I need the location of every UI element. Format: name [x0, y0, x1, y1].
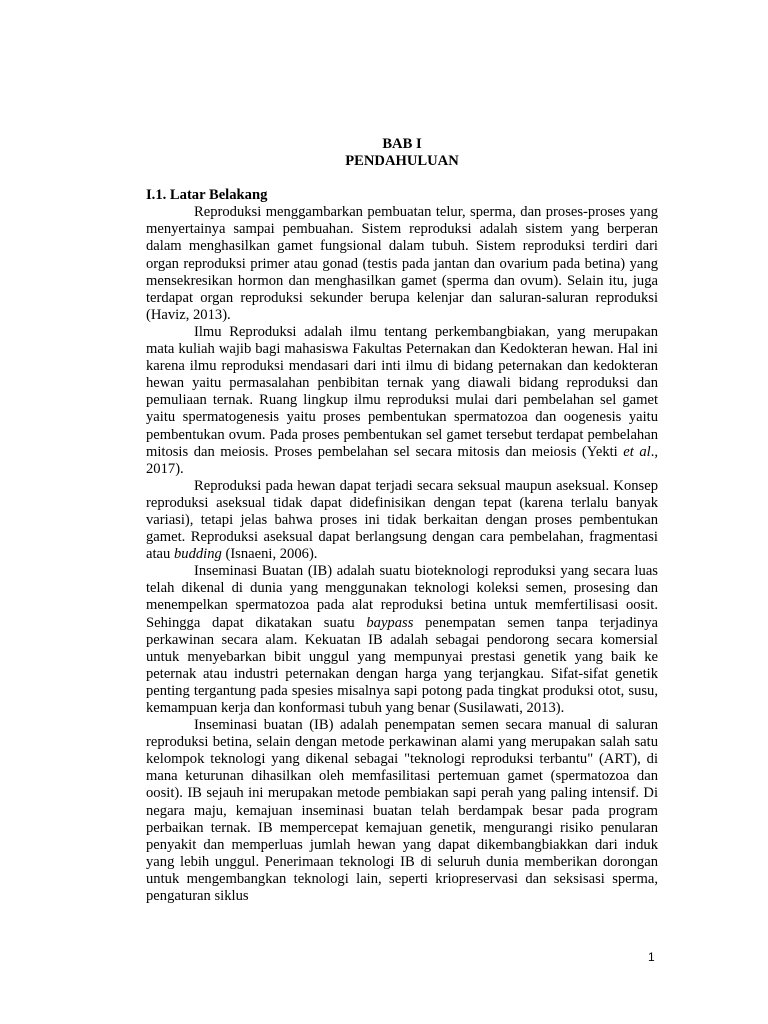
paragraph-text: Inseminasi Buatan (IB) adalah suatu bioteknologi reproduksi yang secara luas telah dikenal di dunia yang menggunakan teknologi koleksi semen, prosesing dan menempelkan spermatozoa pada alat reproduksi betina untuk memfertilisasi oosit. Sehingga dapat dikatakan suatu — [146, 563, 658, 631]
paragraph-text: ., 2017). — [146, 443, 658, 477]
italic-term: baypass — [366, 614, 414, 631]
paragraph — [146, 478, 658, 563]
paragraph-text: Reproduksi menggambarkan pembuatan telur, sperma, dan proses-proses yang menyertainya sampai pembuahan. Sistem reproduksi adalah sistem yang berperan dalam menghasilkan gamet fungsional dalam tubuh. Sistem reproduksi terdiri dari organ reproduksi primer atau gonad (testis pada jantan dan ovarium pada betina) yang mensekresikan hormon dan menghasilkan gamet (sperma dan ovum). Selain itu, juga terdapat organ reproduksi sekunder berupa kelenjar dan saluran-saluran reproduksi (Haviz, 2013). — [146, 204, 658, 323]
page-number: 1 — [648, 950, 655, 964]
paragraph — [146, 324, 658, 478]
paragraph — [146, 717, 658, 905]
chapter-title: PENDAHULUAN — [345, 153, 459, 170]
paragraph — [146, 563, 658, 717]
italic-term: et al — [623, 443, 651, 460]
paragraph-text: Reproduksi pada hewan dapat terjadi secara seksual maupun aseksual. Konsep reproduksi aseksual tidak dapat didefinisikan dengan tepat (karena terlalu banyak variasi), tetapi jelas bahwa proses ini tidak berkaitan dengan proses pembentukan gamet. Reproduksi aseksual dapat berlangsung dengan cara pembelahan, fragmentasi atau — [146, 477, 658, 563]
paragraph-text: (Isnaeni, 2006). — [221, 546, 318, 563]
chapter-label: BAB I — [382, 136, 422, 152]
document-page — [146, 136, 658, 905]
paragraph-text: Ilmu Reproduksi adalah ilmu tentang perkembangbiakan, yang merupakan mata kuliah wajib bagi mahasiswa Fakultas Peternakan dan Kedokteran hewan. Hal ini karena ilmu reproduksi mendasari dari inti ilmu di bidang peternakan dan kedokteran hewan yaitu permasalahan penbibitan ternak yang diawali bidang reproduksi dan pemuliaan ternak. Ruang lingkup ilmu reproduksi mulai dari pembelahan sel gamet yaitu spermatogenesis yaitu proses pembentukan spermatozoa dan oogenesis yaitu pembentukan ovum. Pada proses pembentukan sel gamet tersebut terdapat pembelahan mitosis dan meiosis. Proses pembelahan sel secara mitosis dan meiosis (Yekti — [146, 323, 658, 460]
italic-term: budding — [173, 546, 222, 563]
paragraph-text: Inseminasi buatan (IB) adalah penempatan semen secara manual di saluran reproduksi betina, selain dengan metode perkawinan alami yang merupakan salah satu kelompok teknologi yang dikenal sebagai "teknologi reproduksi terbantu" (ART), di mana keturunan dihasilkan oleh memfasilitasi pertemuan gamet (spermatozoa dan oosit). IB sejauh ini merupakan metode pembiakan sapi perah yang paling intensif. Di negara maju, kemajuan inseminasi buatan telah berdampak besar pada program perbaikan ternak. IB mempercepat kemajuan genetik, mengurangi risiko penularan penyakit dan memperluas jumlah hewan yang dapat dikembangbiakkan dari induk yang lebih unggul. Penerimaan teknologi IB di seluruh dunia memberikan dorongan untuk mengembangkan teknologi lain, seperti kriopreservasi dan seksisasi sperma, pengaturan siklus — [146, 717, 658, 905]
paragraph — [146, 204, 658, 324]
section-title: I.1. Latar Belakang — [146, 187, 268, 204]
paragraph-text: penempatan semen tanpa terjadinya perkawinan secara alam. Kekuatan IB adalah sebagai pendorong secara komersial untuk menyebarkan bibit unggul yang mempunyai prestasi genetik yang baik ke peternak atau industri peternakan dengan harga yang terjangkau. Sifat-sifat genetik penting tergantung pada spesies misalnya sapi potong pada tingkat produksi otot, susu, kemampuan kerja dan konformasi tubuh yang benar (Susilawati, 2013). — [146, 614, 658, 716]
